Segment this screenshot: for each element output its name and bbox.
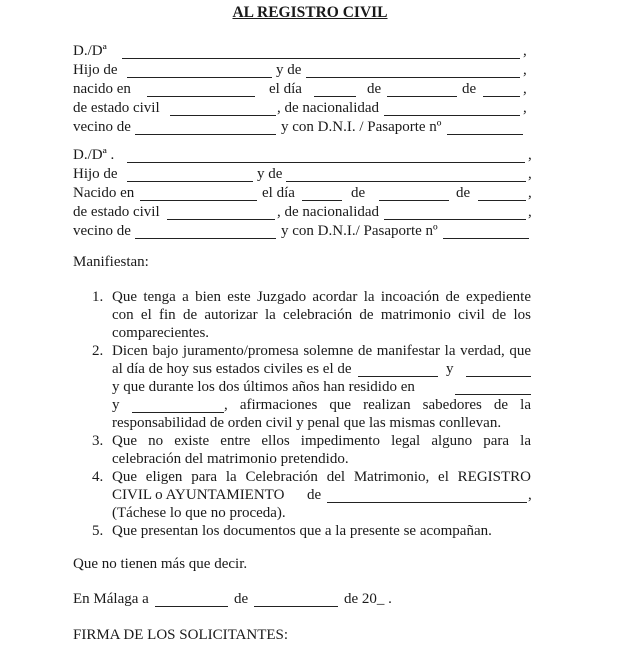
- p1-mother-label: y de: [276, 62, 302, 78]
- p2-civil-status-label: de estado civil: [73, 204, 160, 220]
- p1-born-label: nacido en: [73, 81, 131, 97]
- signature-heading: FIRMA DE LOS SOLICITANTES:: [73, 627, 289, 643]
- p1-nationality-field[interactable]: [384, 115, 520, 116]
- p1-year-label: de: [462, 81, 477, 97]
- p2-comma-3: ,: [528, 185, 532, 201]
- p1-residence-label: vecino de: [73, 119, 131, 135]
- p2-year-label: de: [456, 185, 471, 201]
- date-month-field[interactable]: [254, 606, 338, 607]
- closing-statement: Que no tienen más que decir.: [73, 556, 248, 572]
- p2-name-label: D./Dª .: [73, 147, 115, 163]
- p2-nationality-field[interactable]: [384, 219, 526, 220]
- item-2-line-4b: , afirmaciones que realizan sabedores de la: [224, 397, 531, 413]
- p1-residence-field[interactable]: [135, 134, 276, 135]
- p2-year-field[interactable]: [478, 200, 526, 201]
- item-1-line-2: con el fin de autorizar la celebración de matrimonio civil de los: [112, 307, 531, 323]
- item-2-number: 2.: [92, 343, 104, 359]
- item-2-line-2b: y: [446, 361, 454, 377]
- p2-comma-4: ,: [528, 204, 532, 220]
- p2-day-field[interactable]: [302, 200, 342, 201]
- item-3-line-1: Que no existe entre ellos impedimento legal alguno para la: [112, 433, 531, 449]
- item-1-line-1: Que tenga a bien este Juzgado acordar la incoación de expediente: [112, 289, 531, 305]
- document-title: AL REGISTRO CIVIL: [232, 4, 388, 21]
- p2-mother-label: y de: [257, 166, 283, 182]
- p1-father-label: Hijo de: [73, 62, 118, 78]
- p2-mother-field[interactable]: [286, 181, 526, 182]
- item-3-line-2: celebración del matrimonio pretendido.: [112, 451, 349, 467]
- p1-name-label: D./Dª: [73, 43, 107, 59]
- p2-month-field[interactable]: [379, 200, 449, 201]
- item-2-residence-field-2[interactable]: [132, 412, 224, 413]
- p1-nationality-label: , de nacionalidad: [277, 100, 380, 116]
- item-2-line-4a: y: [112, 397, 120, 413]
- item-4-line-2b: de: [307, 487, 322, 503]
- p2-born-label: Nacido en: [73, 185, 135, 201]
- p2-father-field[interactable]: [127, 181, 253, 182]
- p2-residence-label: vecino de: [73, 223, 131, 239]
- p2-day-label: el día: [262, 185, 295, 201]
- item-4-line-2a: CIVIL o AYUNTAMIENTO: [112, 487, 285, 503]
- p2-name-field[interactable]: [127, 162, 525, 163]
- p1-comma-2: ,: [523, 62, 527, 78]
- p1-month-label: de: [367, 81, 382, 97]
- p2-civil-status-field[interactable]: [167, 219, 275, 220]
- item-4-number: 4.: [92, 469, 104, 485]
- item-4-line-2c: ,: [528, 487, 532, 503]
- p2-month-label: de: [351, 185, 366, 201]
- item-2-status-field-2[interactable]: [466, 376, 531, 377]
- date-day-field[interactable]: [155, 606, 228, 607]
- p1-comma-4: ,: [523, 100, 527, 116]
- p2-birthplace-field[interactable]: [140, 200, 257, 201]
- p2-residence-field[interactable]: [135, 238, 276, 239]
- item-2-residence-field-1[interactable]: [455, 394, 531, 395]
- item-2-line-5: responsabilidad de orden civil y penal que las mismas conllevan.: [112, 415, 502, 431]
- item-2-line-1: Dicen bajo juramento/promesa solemne de manifestar la verdad, que: [112, 343, 531, 359]
- item-5-line-1: Que presentan los documentos que a la presente se acompañan.: [112, 523, 492, 539]
- p1-id-label: y con D.N.I. / Pasaporte nº: [281, 119, 442, 135]
- p1-comma: ,: [523, 43, 527, 59]
- date-year-label: de 20_ .: [344, 591, 392, 607]
- item-1-line-3: comparecientes.: [112, 325, 210, 341]
- p2-id-label: y con D.N.I./ Pasaporte nº: [281, 223, 438, 239]
- p1-civil-status-label: de estado civil: [73, 100, 160, 116]
- p1-comma-3: ,: [523, 81, 527, 97]
- p1-father-field[interactable]: [127, 77, 272, 78]
- item-4-line-1: Que eligen para la Celebración del Matrimonio, el REGISTRO: [112, 469, 531, 485]
- p1-mother-field[interactable]: [306, 77, 520, 78]
- p2-id-field[interactable]: [443, 238, 529, 239]
- p1-year-field[interactable]: [483, 96, 520, 97]
- item-2-line-3: y que durante los dos últimos años han residido en: [112, 379, 415, 395]
- p1-day-field[interactable]: [314, 96, 356, 97]
- p1-id-field[interactable]: [447, 134, 523, 135]
- p1-birthplace-field[interactable]: [147, 96, 255, 97]
- p1-month-field[interactable]: [387, 96, 457, 97]
- p2-nationality-label: , de nacionalidad: [277, 204, 380, 220]
- p2-comma-2: ,: [528, 166, 532, 182]
- p1-day-label: el día: [269, 81, 302, 97]
- item-5-number: 5.: [92, 523, 104, 539]
- item-3-number: 3.: [92, 433, 104, 449]
- p2-father-label: Hijo de: [73, 166, 118, 182]
- manifiestan-heading: Manifiestan:: [73, 254, 149, 270]
- item-1-number: 1.: [92, 289, 104, 305]
- p1-name-field[interactable]: [122, 58, 520, 59]
- item-2-status-field-1[interactable]: [358, 376, 438, 377]
- place-label: En Málaga a: [73, 591, 149, 607]
- item-4-line-3: (Táchese lo que no proceda).: [112, 505, 286, 521]
- item-2-line-2a: al día de hoy sus estados civiles es el de: [112, 361, 352, 377]
- p1-civil-status-field[interactable]: [170, 115, 276, 116]
- p2-comma: ,: [528, 147, 532, 163]
- date-month-label: de: [234, 591, 249, 607]
- item-4-place-field[interactable]: [327, 502, 527, 503]
